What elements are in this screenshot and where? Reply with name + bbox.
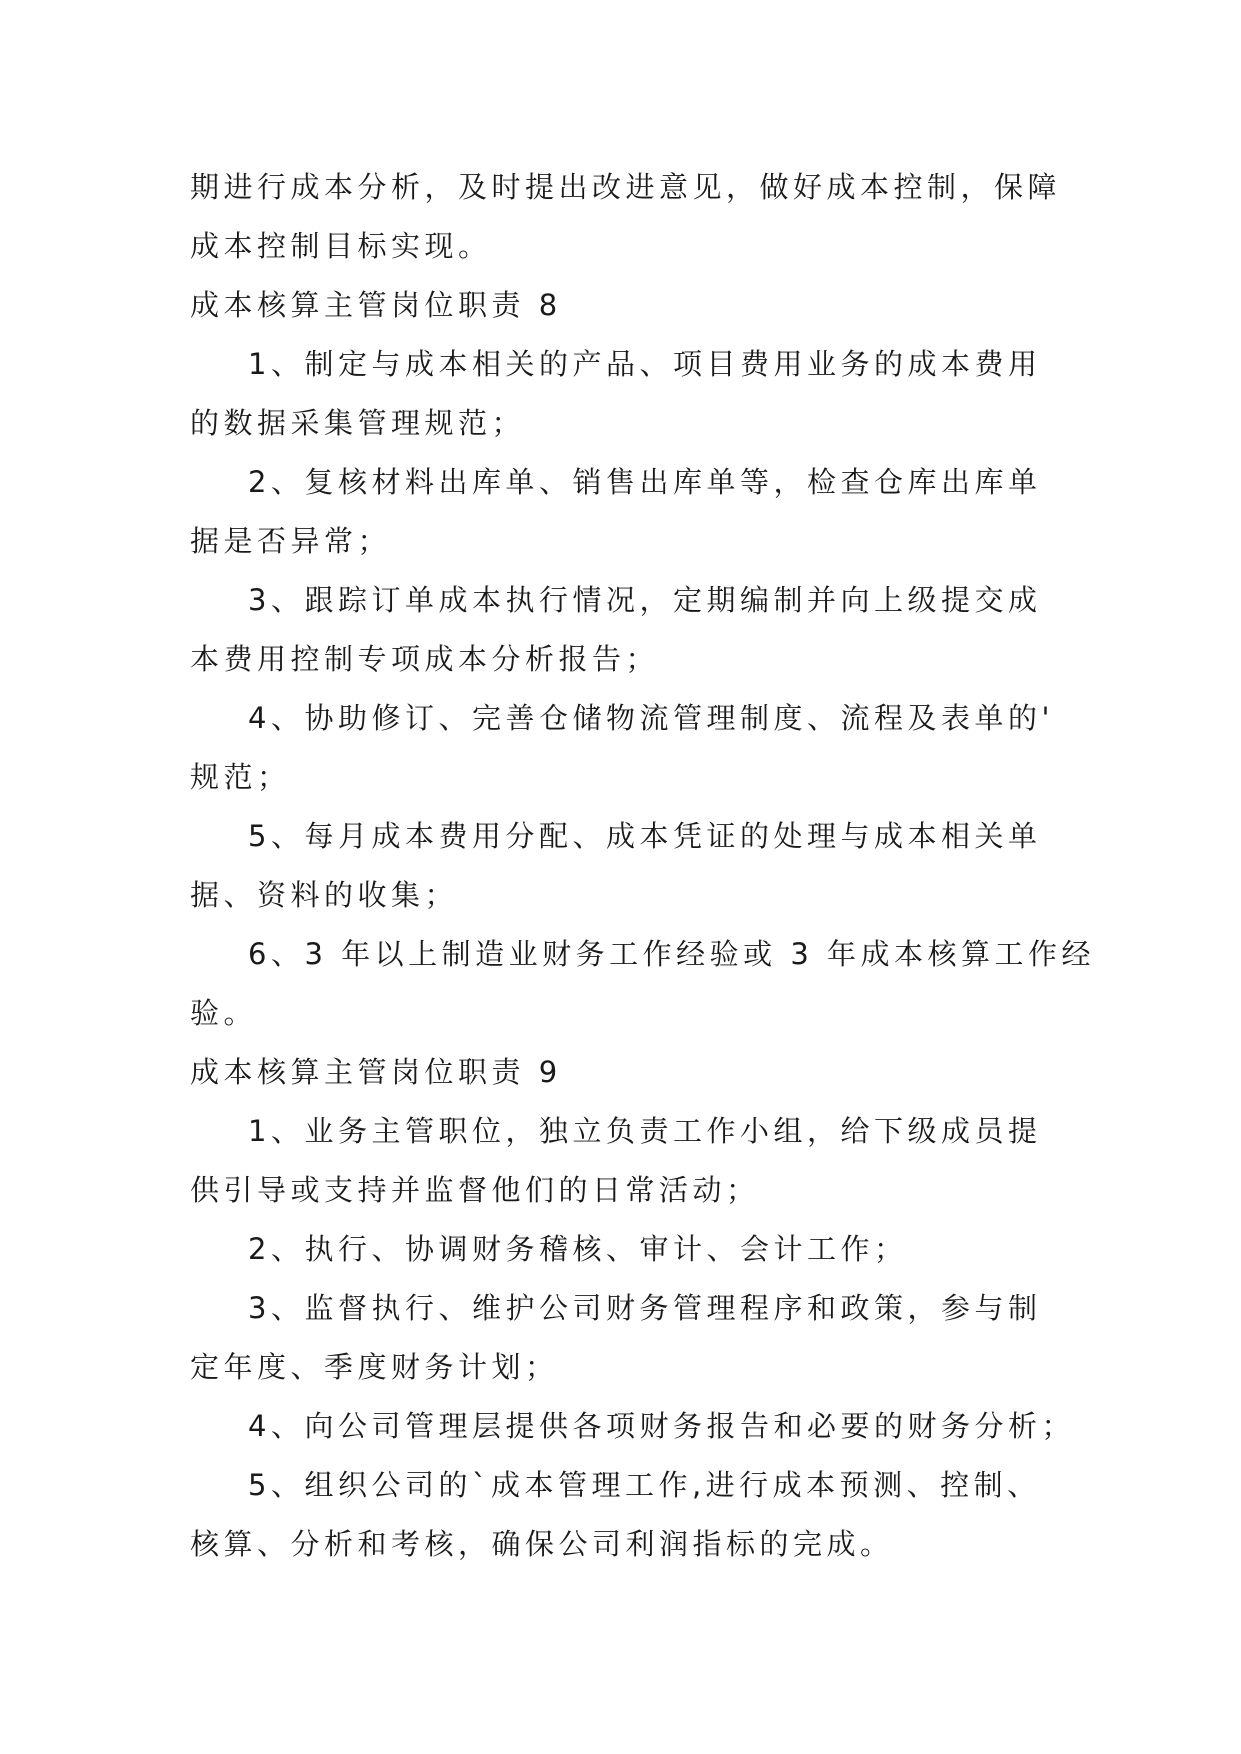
section-heading: 成本核算主管岗位职责 9 bbox=[190, 1055, 562, 1089]
list-item-line: 3、跟踪订单成本执行情况，定期编制并向上级提交成 bbox=[248, 583, 1042, 617]
list-item-line: 2、复核材料出库单、销售出库单等，检查仓库出库单 bbox=[248, 465, 1042, 499]
text-line: 定年度、季度财务计划； bbox=[190, 1350, 559, 1384]
list-item-line: 4、协助修订、完善仓储物流管理制度、流程及表单的' bbox=[248, 701, 1054, 735]
text-line: 的数据采集管理规范； bbox=[190, 406, 526, 440]
text-line: 核算、分析和考核，确保公司利润指标的完成。 bbox=[190, 1527, 894, 1561]
text-line: 本费用控制专项成本分析报告； bbox=[190, 642, 660, 676]
list-item-line: 4、向公司管理层提供各项财务报告和必要的财务分析； bbox=[248, 1409, 1075, 1443]
text-line: 成本控制目标实现。 bbox=[190, 229, 492, 263]
list-item-line: 5、每月成本费用分配、成本凭证的处理与成本相关单 bbox=[248, 819, 1042, 853]
list-item-line: 5、组织公司的`成本管理工作,进行成本预测、控制、 bbox=[248, 1468, 1041, 1502]
list-item-line: 3、监督执行、维护公司财务管理程序和政策，参与制 bbox=[248, 1291, 1042, 1325]
list-item-line: 2、执行、协调财务稽核、审计、会计工作； bbox=[248, 1232, 908, 1266]
section-heading: 成本核算主管岗位职责 8 bbox=[190, 288, 562, 322]
text-line: 规范； bbox=[190, 760, 291, 794]
list-item-line: 1、制定与成本相关的产品、项目费用业务的成本费用 bbox=[248, 347, 1042, 381]
text-line: 验。 bbox=[190, 996, 258, 1030]
text-line: 期进行成本分析，及时提出改进意见，做好成本控制，保障 bbox=[190, 170, 1062, 204]
list-item-line: 1、业务主管职位，独立负责工作小组，给下级成员提 bbox=[248, 1114, 1042, 1148]
document-body bbox=[190, 158, 1096, 1574]
text-line: 供引导或支持并监督他们的日常活动； bbox=[190, 1173, 760, 1207]
list-item-line: 6、3 年以上制造业财务工作经验或 3 年成本核算工作经 bbox=[248, 937, 1096, 971]
text-line: 据、资料的收集； bbox=[190, 878, 459, 912]
text-line: 据是否异常； bbox=[190, 524, 392, 558]
